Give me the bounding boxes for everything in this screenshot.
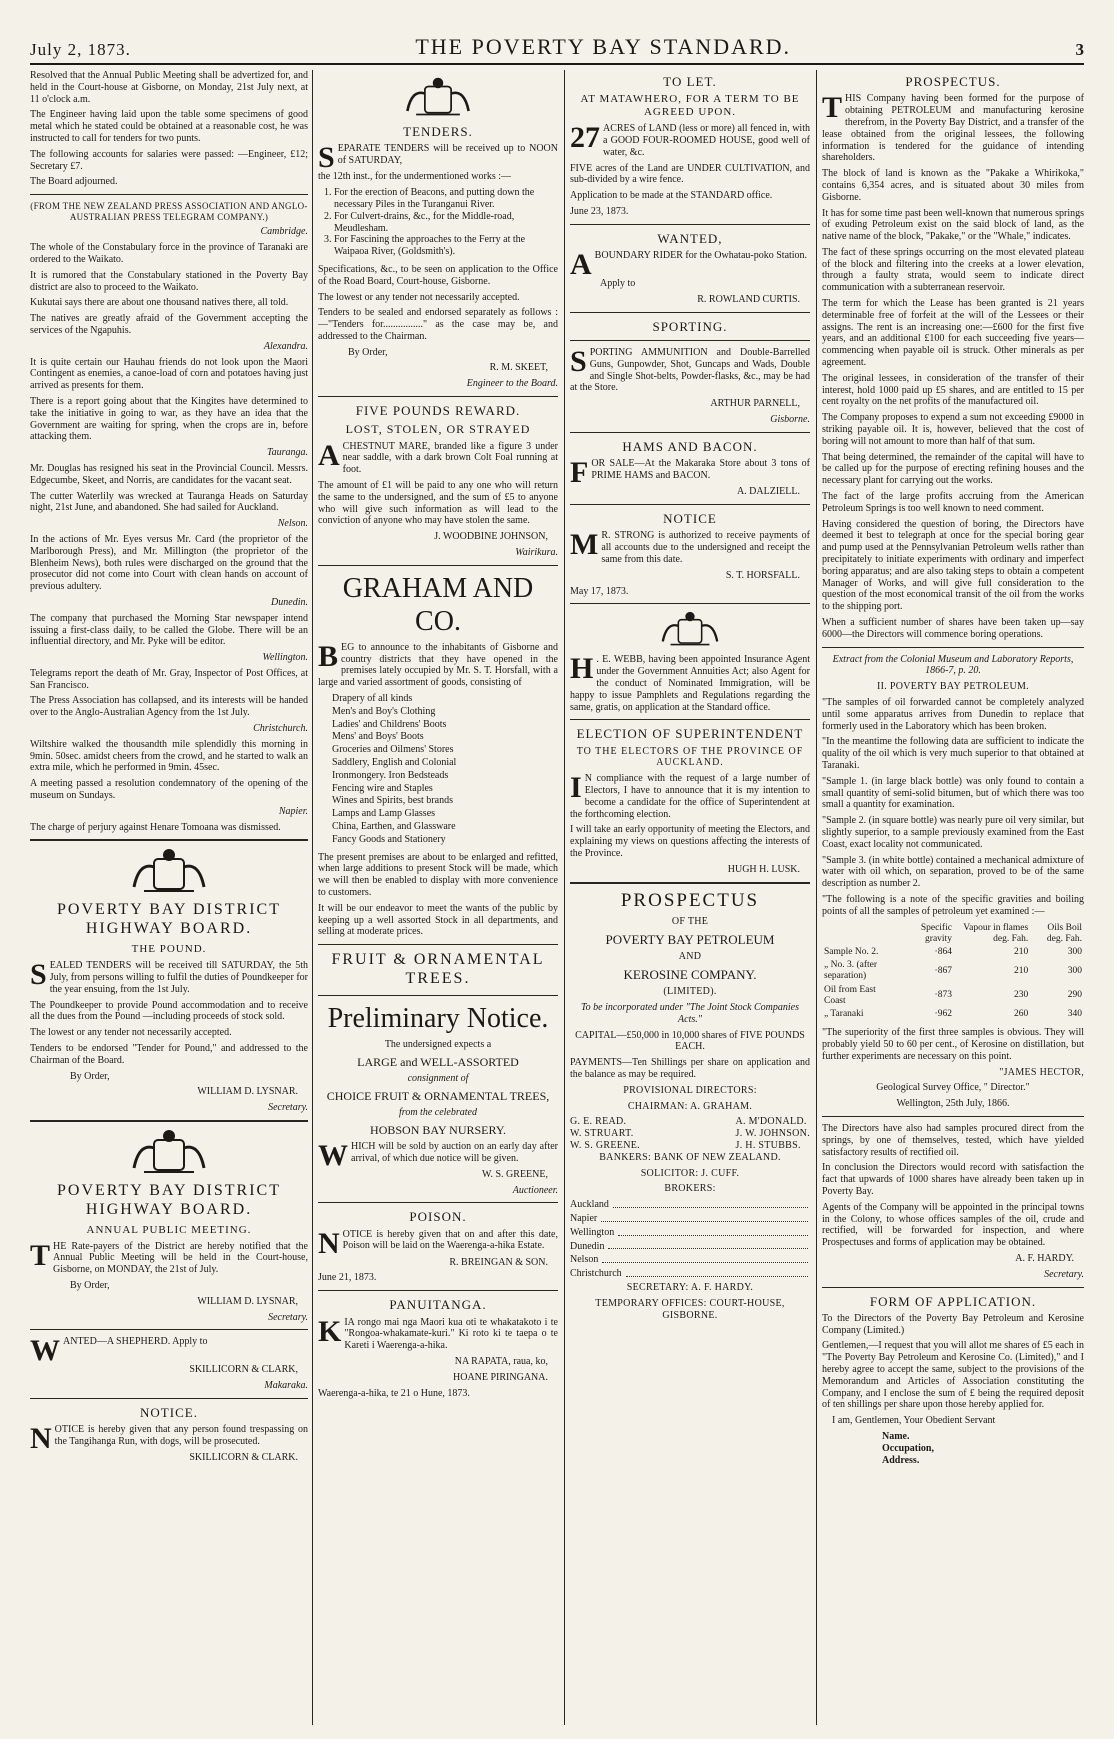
director-name: W. S. GREENE. xyxy=(570,1140,640,1152)
column-3 xyxy=(570,70,810,1725)
broker-row xyxy=(570,1227,810,1239)
drop-cap: S xyxy=(570,345,587,379)
page-number: 3 xyxy=(1075,40,1084,59)
table-header: Specific gravity xyxy=(920,922,952,944)
table-cell: „ Taranaki xyxy=(824,1008,864,1019)
pound-ad-text: Tenders to be endorsed "Tender for Pound," and addressed to the Chairman of the Board. xyxy=(30,1042,308,1066)
column-rule xyxy=(816,70,817,1725)
table-cell: 210 xyxy=(1013,965,1029,976)
prospectus-capital: CAPITAL—£50,000 in 10,000 shares of FIVE POUNDS EACH. xyxy=(575,1029,805,1053)
table-cell: ·867 xyxy=(934,965,952,976)
prospectus-line: OF THE xyxy=(671,916,709,927)
news-dateline: Dunedin. xyxy=(271,596,308,608)
signer-role: Secretary. xyxy=(268,1311,308,1323)
pound-ad-body: EALED TENDERS will be received till SATURDAY, the 5th July, from persons willing to fulfil the duties of Poundkeeper for the year ensuing, from the 1st July. xyxy=(49,960,308,995)
signer-name: W. S. GREENE, xyxy=(481,1168,548,1180)
board-adjourned: The Board adjourned. xyxy=(30,176,118,188)
signer-role: Secretary. xyxy=(1044,1268,1084,1280)
news-paragraph: The company that purchased the Morning Star newspaper intend issuing a first-class daily, to be called the Globe. There will be an influential directory, and Mr. Pyke will be editor. xyxy=(30,612,308,648)
broker-city: Nelson xyxy=(570,1254,599,1266)
election-text: I will take an early opportunity of meeting the Electors, and explaining my views on questions affecting the interests of the Province. xyxy=(570,824,810,859)
prospectus-paragraph: The fact of the large profits accruing from the American Petroleum Springs is too well known to need comment. xyxy=(822,491,1084,514)
extract-paragraphs xyxy=(822,697,1084,918)
tolet-body: ACRES of LAND (less or more) all fenced in, with a GOOD FOUR-ROOMED HOUSE, good well of water, &c. xyxy=(603,123,810,158)
election-body: N compliance with the request of a large number of Electors, I have to announce that it is my intention to become a candidate for the office of Superintendent at the forthcoming election. xyxy=(570,773,810,820)
news-dateline: Napier. xyxy=(278,805,308,817)
fruit-line: CHOICE FRUIT & ORNAMENTAL TREES, xyxy=(326,1088,550,1103)
news-paragraph: Kukutai says there are about one thousand natives there, all told. xyxy=(30,297,289,309)
news-paragraph: The cutter Waterlily was wrecked at Tauranga Heads on Saturday night, 21st June, and abandoned. She had sailed for Auckland. xyxy=(30,490,308,514)
divider xyxy=(570,432,810,433)
graham-body: EG to announce to the inhabitants of Gisborne and country districts that they have opened in the premises lately occupied by Mr. S. T. Horsfall, with a large and varied assortment of goods, consisting of xyxy=(318,641,558,689)
divider xyxy=(318,565,558,566)
telegram-news xyxy=(30,226,308,833)
fruit-line: from the celebrated xyxy=(399,1106,477,1118)
news-paragraph: The whole of the Constabulary force in the province of Taranaki are ordered to the Waikato. xyxy=(30,242,308,265)
tenders-date-line: the 12th inst., for the undermentioned works :— xyxy=(318,171,512,183)
divider xyxy=(30,1120,308,1122)
dotted-leader xyxy=(608,1248,808,1249)
prospectus-paragraph: It has for some time past been well-known that numerous springs of exuding Petroleum exist on the said block of land, as the native name of the block, "Pakake," or the "Whale," indicates. xyxy=(822,207,1084,243)
tolet-subheading: AT MATAWHERO, FOR A TERM TO BE AGREED UPON. xyxy=(580,93,800,119)
signer-name: WILLIAM D. LYSNAR, xyxy=(197,1295,298,1307)
masthead xyxy=(30,32,1084,65)
news-paragraph: The natives are greatly afraid of the Government accepting the services of the Ngapuhis. xyxy=(30,313,308,336)
brokers-list xyxy=(570,1199,810,1280)
company-name: KEROSINE COMPANY. xyxy=(623,966,757,982)
directors-heading: PROVISIONAL DIRECTORS: xyxy=(623,1084,757,1096)
tolet-text: FIVE acres of the Land are UNDER CULTIVATION, and sub-divided by a wire fence. xyxy=(570,162,810,186)
signer-role: Secretary. xyxy=(268,1102,308,1114)
goods-item: Drapery of all kinds xyxy=(332,692,413,704)
news-paragraph: It is quite certain our Hauhau friends do not look upon the Maori Contingent as enemies, a canoe-load of corn and potatoes having just arrived as presents for them. xyxy=(30,356,308,392)
extract-paragraph: "Sample 1. (in large black bottle) was only found to contain a small quantity of semi-solid bitumen, but of which there was too small a quantity for examination. xyxy=(822,775,1084,811)
prospectus-paragraph: The fact of these springs occurring on the most elevated plateau of the block and filtering into the creeks at a lower elevation, through a faulty strata, would seem to indicate direct communication with a subterranean reservoir. xyxy=(822,246,1084,294)
drop-cap: W xyxy=(30,1334,60,1368)
divider xyxy=(30,1398,308,1399)
signer-name: R. ROWLAND CURTIS. xyxy=(697,293,800,305)
table-cell: 300 xyxy=(1067,946,1082,957)
goods-item: Fencing wire and Staples xyxy=(332,782,433,794)
form-addressee: To the Directors of the Poverty Bay Petroleum and Kerosine Company (Limited.) xyxy=(822,1312,1084,1336)
fruit-line: consignment of xyxy=(407,1072,469,1084)
drop-cap: I xyxy=(570,771,582,805)
prospectus-line: To be incorporated under "The Joint Stock Companies Acts." xyxy=(581,1002,799,1025)
shepherd-ad-body: ANTED—A SHEPHERD. Apply to xyxy=(63,1336,208,1348)
superiority-text: "The superiority of the first three samples is obvious. They will probably yield 50 to 60 per cent., of Kerosine on distillation, but further experiments are necessary on this point. xyxy=(822,1027,1084,1062)
goods-item: Men's and Boy's Clothing xyxy=(332,705,436,717)
reward-body: CHESTNUT MARE, branded like a figure 3 under near saddle, with a dark brown Colt Foal running at foot. xyxy=(342,440,558,476)
sporting-body: PORTING AMMUNITION and Double-Barrelled Guns, Gunpowder, Shot, Guncaps and Wads, Double and Single Shot-belts, Powder-flasks, &c., may be had at the Store. xyxy=(570,347,810,394)
goods-item: Lamps and Lamp Glasses xyxy=(332,808,436,820)
poison-date: June 21, 1873. xyxy=(318,1272,377,1284)
news-paragraph: The charge of perjury against Henare Tomoana was dismissed. xyxy=(30,821,281,833)
meeting-ad-body: HE Rate-payers of the District are hereby notified that the Annual Public Meeting will be held in the Court-house, Gisborne, on MONDAY, the 21st of July. xyxy=(53,1240,308,1276)
extract-paragraph: "The following is a note of the specific gravities and boiling points of all the samples of petroleum yet examined :— xyxy=(822,893,1084,917)
news-paragraph: In the actions of Mr. Eyes versus Mr. Card (the proprietor of the Marlborough Press), and Mr. Millington (the proprietor of the Blenheim News), both rules were discharged on the ground that the prosecutor did not come into Court with clean hands on account of previous adultery. xyxy=(30,533,308,593)
news-paragraph: Telegrams report the death of Mr. Gray, Inspector of Post Offices, at San Francisco. xyxy=(30,667,308,691)
dotted-leader xyxy=(626,1276,808,1277)
prospectus-paragraph: The original lessees, in consideration of the transfer of their interest, hold 1000 paid up £5 shares, and are entitled to 15 per cent royalty on the net profits of the manufactured oil. xyxy=(822,372,1084,408)
dotted-leader xyxy=(602,1262,808,1263)
by-order: By Order, xyxy=(70,1280,110,1292)
board-engineer: The Engineer having laid upon the table some specimens of good metal which he stated could be obtained at a reasonable cost, he was instructed to call for tenders for two punts. xyxy=(30,109,308,144)
tolet-heading: TO LET. xyxy=(663,74,717,89)
signer-name: R. BREINGAN & SON. xyxy=(449,1256,548,1268)
table-row xyxy=(822,1008,1084,1021)
signer-name: WILLIAM D. LYSNAR. xyxy=(197,1086,298,1098)
director-name: W. STRUART. xyxy=(570,1128,634,1140)
column-1 xyxy=(30,70,308,1725)
election-subheading: TO THE ELECTORS OF THE PROVINCE OF AUCKLAND. xyxy=(576,745,804,769)
royal-crest-icon xyxy=(124,1128,214,1176)
closing-paragraph: In conclusion the Directors would record with satisfaction the fact that upwards of 1000 shares have already been taken up in Poverty Bay. xyxy=(822,1162,1084,1197)
news-dateline: Alexandra. xyxy=(263,340,308,352)
broker-row xyxy=(570,1199,810,1211)
table-cell: 230 xyxy=(1013,990,1029,1001)
table-cell: „ No. 3. (after separation) xyxy=(824,960,878,982)
divider xyxy=(822,1116,1084,1117)
dotted-leader xyxy=(601,1221,808,1222)
drop-cap: A xyxy=(318,438,340,472)
pound-ad-text: The lowest or any tender not necessarily accepted. xyxy=(30,1027,232,1039)
column-rule xyxy=(312,70,313,1725)
broker-row xyxy=(570,1268,810,1280)
form-field-label: Name. xyxy=(882,1431,910,1442)
reward-heading: FIVE POUNDS REWARD. xyxy=(355,403,521,419)
table-cell: 340 xyxy=(1067,1008,1082,1019)
signer-name: SKILLICORN & CLARK. xyxy=(189,1452,298,1464)
directors-list xyxy=(570,1116,810,1151)
pound-ad-heading: POVERTY BAY DISTRICT HIGHWAY BOARD. xyxy=(57,901,281,938)
newspaper-title: THE POVERTY BAY STANDARD. xyxy=(415,34,792,59)
board-salaries: The following accounts for salaries were passed: —Engineer, £12; Secretary £7. xyxy=(30,148,308,172)
divider xyxy=(570,882,810,884)
table-row xyxy=(822,946,1084,959)
bankers: BANKERS: BANK OF NEW ZEALAND. xyxy=(599,1151,781,1163)
drop-cap: T xyxy=(30,1238,51,1272)
divider xyxy=(30,839,308,841)
divider xyxy=(570,224,810,225)
goods-item: Wines and Spirits, best brands xyxy=(332,795,453,807)
tender-items xyxy=(318,187,558,258)
prospectus-heading: PROSPECTUS xyxy=(620,889,760,911)
news-paragraph: A meeting passed a resolution condemnatory of the opening of the museum on Sundays. xyxy=(30,778,308,802)
table-cell: Sample No. 2. xyxy=(824,946,879,957)
broker-city: Dunedin xyxy=(570,1240,605,1252)
tolet-text: Application to be made at the STANDARD office. xyxy=(570,190,773,202)
table-row xyxy=(822,959,1084,983)
news-paragraph: It is rumored that the Constabulary stationed in the Poverty Bay district are also to proceed to the Waikato. xyxy=(30,269,308,293)
royal-crest-icon xyxy=(398,76,478,118)
graham-text: It will be our endeavor to meet the wants of the public by keeping up a well assorted Stock in all departments, and selling at moderate prices. xyxy=(318,902,558,938)
director-name: G. E. READ. xyxy=(570,1116,627,1128)
form-body: Gentlemen,—I request that you will allot me shares of £5 each in "The Poverty Bay Petroleum and Kerosine Co. (Limited)," and I hereby agree to accept the same, subject to the provisions of the Memorandum and Articles of Association constituting the Company, and I enclose the sum of £ being the required deposit of ten shillings per share upon those hereby applied for. xyxy=(822,1340,1084,1411)
chairman: CHAIRMAN: A. GRAHAM. xyxy=(627,1100,753,1112)
panuitanga-date: Waerenga-a-hika, te 21 o Hune, 1873. xyxy=(318,1387,470,1399)
tenders-heading: TENDERS. xyxy=(403,124,473,139)
form-field-label: Occupation, xyxy=(882,1442,934,1454)
prospectus-paragraphs xyxy=(822,93,1084,640)
prospectus-paragraph: The Company proposes to expend a sum not exceeding £9000 in striking payable oil. It is, however, believed that the cost of boring will not amount to more than half of that sum. xyxy=(822,412,1084,447)
royal-crest-icon xyxy=(655,610,725,648)
tenders-intro: EPARATE TENDERS will be received up to NOON of SATURDAY, xyxy=(337,143,558,167)
prospectus-payments: PAYMENTS—Ten Shillings per share on application and the balance as may be required. xyxy=(570,1057,810,1081)
divider xyxy=(318,944,558,945)
drop-cap: A xyxy=(570,248,592,282)
broker-city: Wellington xyxy=(570,1226,615,1238)
drop-cap: K xyxy=(318,1314,342,1348)
hector-name: "JAMES HECTOR, xyxy=(999,1066,1084,1078)
temporary-offices: TEMPORARY OFFICES: COURT-HOUSE, GISBORNE. xyxy=(595,1297,785,1321)
prospectus-paragraph: That being determined, the remainder of the capital will have to be called up for the purpose of erecting refining houses and the necessary plant for carrying out the works. xyxy=(822,451,1084,487)
extract-paragraph: "The samples of oil forwarded cannot be completely analyzed until some apparatus arrives from Dunedin to replace that formerly used in the Laboratory which has been broken. xyxy=(822,696,1084,732)
divider xyxy=(822,647,1084,648)
broker-city: Napier xyxy=(570,1213,598,1224)
extract-paragraph: "Sample 2. (in square bottle) was nearly pure oil very similar, but slightly superior, to a sample previously examined from the East Coast, exact locality not communicated. xyxy=(822,815,1084,850)
meeting-ad-subheading: ANNUAL PUBLIC MEETING. xyxy=(86,1223,252,1236)
drop-cap: B xyxy=(318,639,339,673)
signer-name: A. DALZIELL. xyxy=(736,486,800,498)
table-cell: 210 xyxy=(1013,946,1029,957)
news-paragraph: The Press Association has collapsed, and its interests will be handed over to the Anglo-Australian Agency from the 1st July. xyxy=(30,695,308,719)
wanted-body: BOUNDARY RIDER for the Owhatau-poko Station. xyxy=(594,250,808,262)
wanted-apply: Apply to xyxy=(600,278,636,290)
drop-cap: N xyxy=(30,1422,52,1456)
extract-paragraph: "Sample 3. (in white bottle) contained a mechanical admixture of water with oil which, on separation, proved to be of the same description as number 2. xyxy=(822,854,1084,890)
table-cell: 290 xyxy=(1067,990,1082,1001)
hector-office: Geological Survey Office, " Director." xyxy=(876,1082,1030,1094)
drop-cap: N xyxy=(318,1226,340,1260)
table-header-row xyxy=(822,922,1084,946)
broker-city: Christchurch xyxy=(570,1268,622,1280)
fruit-line: The undersigned expects a xyxy=(384,1038,492,1050)
column-2 xyxy=(318,70,558,1725)
hams-heading: HAMS AND BACON. xyxy=(622,438,758,454)
table-header: Oils Boil deg. Fah. xyxy=(1046,922,1082,944)
table-header xyxy=(822,922,901,946)
drop-cap: F xyxy=(570,456,589,490)
tender-item: 2. For Culvert-drains, &c., for the Middle-road, Meudlesham. xyxy=(334,211,558,235)
goods-item: Ladies' and Childrens' Boots xyxy=(332,718,447,730)
goods-item: China, Earthen, and Glassware xyxy=(332,820,456,832)
divider xyxy=(570,312,810,313)
secretary: SECRETARY: A. F. HARDY. xyxy=(626,1281,754,1293)
signer-role: Auctioneer. xyxy=(512,1184,558,1196)
goods-item: Fancy Goods and Stationery xyxy=(332,833,446,845)
tolet-date: June 23, 1873. xyxy=(570,206,629,218)
press-association-heading: (FROM THE NEW ZEALAND PRESS ASSOCIATION AND ANGLO-AUSTRALIAN PRESS TELEGRAM COMPANY.) xyxy=(30,201,308,222)
extract-heading: Extract from the Colonial Museum and Laboratory Reports, 1866-7, p. 20. xyxy=(832,653,1074,677)
director-name: A. M'DONALD. xyxy=(735,1116,807,1128)
tenders-spec: Specifications, &c., to be seen on application to the Office of the Road Board, Court-house, Gisborne. xyxy=(318,263,558,287)
prospectus-paragraph: The block of land is known as the "Pakake a Whirikoka," contains 6,354 acres, and is situated about 30 miles from Gisborne. xyxy=(822,168,1084,203)
panuitanga-body: IA rongo mai nga Maori kua oti te whakatakoto i te "Rongoa-whakamate-kuri." Ki roto ki te taepa o te Kareti i Waerenga-a-hika. xyxy=(344,1316,558,1352)
divider xyxy=(570,719,810,720)
broker-row xyxy=(570,1241,810,1253)
fruit-line: LARGE and WELL-ASSORTED xyxy=(357,1054,519,1069)
webb-body: . E. WEBB, having been appointed Insurance Agent under the Government Annuities Act; also Agent for the conduct of Nominated Immigration, will be happy to issue Pamphlets and Regulations regarding the same, gratis, on application at the Standard office. xyxy=(570,654,810,713)
brokers-heading: BROKERS: xyxy=(664,1183,716,1195)
by-order: By Order, xyxy=(70,1070,110,1082)
column-rule xyxy=(564,70,565,1725)
news-dateline: Tauranga. xyxy=(266,447,308,459)
divider xyxy=(30,1329,308,1330)
divider xyxy=(318,995,558,996)
goods-list xyxy=(318,693,558,846)
notice-body: OTICE is hereby given that any person found trespassing on the Tangihanga Run, with dogs, will be prosecuted. xyxy=(54,1424,308,1448)
signer-place: Wairikura. xyxy=(515,546,558,558)
election-heading: ELECTION OF SUPERINTENDENT xyxy=(576,726,804,742)
signer-place: Gisborne. xyxy=(770,414,810,426)
closing-paragraph: Agents of the Company will be appointed in the principal towns in the Colony, to whose offices samples of the oil, crude and rectified, will be forwarded for inspection, and where Prospectuses and forms of application may be obtained. xyxy=(822,1201,1084,1249)
signer-name: SKILLICORN & CLARK, xyxy=(189,1364,298,1376)
notice-heading: NOTICE xyxy=(663,511,717,526)
drop-cap: H xyxy=(570,652,594,686)
drop-cap: W xyxy=(318,1138,348,1172)
notice-heading: NOTICE. xyxy=(140,1405,198,1421)
royal-crest-icon xyxy=(124,847,214,895)
drop-cap: S xyxy=(30,958,47,992)
news-dateline: Cambridge. xyxy=(260,226,308,238)
extract-subheading: II. POVERTY BAY PETROLEUM. xyxy=(877,681,1029,693)
news-paragraph: There is a report going about that the Kingites have determined to take the initiative in going to war, as they have an idea that the Government are waiting for spring, when the crops are in, before attacking them. xyxy=(30,395,308,443)
table-cell: ·962 xyxy=(934,1008,952,1019)
tenders-lowest: The lowest or any tender not necessarily accepted. xyxy=(318,291,520,303)
directors-left xyxy=(570,1116,640,1151)
column-4 xyxy=(822,70,1084,1725)
signer-name: HUGH H. LUSK. xyxy=(727,863,800,875)
news-dateline: Wellington. xyxy=(262,652,308,664)
poison-heading: POISON. xyxy=(409,1209,467,1225)
dotted-leader xyxy=(618,1235,808,1236)
meeting-ad-heading: POVERTY BAY DISTRICT HIGHWAY BOARD. xyxy=(57,1181,281,1218)
dotted-leader xyxy=(613,1207,808,1208)
broker-city: Auckland xyxy=(570,1199,609,1211)
prospectus-line: AND xyxy=(678,951,702,963)
fruit-heading: FRUIT & ORNAMENTAL TREES. xyxy=(331,951,545,987)
prospectus-paragraph xyxy=(822,93,1084,164)
pound-ad-text: The Poundkeeper to provide Pound accommodation and to receive all the dues from the Pound —including proceeds of stock sold. xyxy=(30,999,308,1023)
table-cell: ·873 xyxy=(934,990,952,1001)
form-fields xyxy=(822,1431,1084,1466)
divider xyxy=(30,194,308,195)
preliminary-notice: Preliminary Notice. xyxy=(327,1002,549,1034)
goods-item: Groceries and Oilmens' Stores xyxy=(332,744,454,756)
broker-row xyxy=(570,1254,810,1266)
drop-cap: 27 xyxy=(570,121,600,155)
divider xyxy=(570,504,810,505)
issue-date: July 2, 1873. xyxy=(30,40,131,59)
drop-cap: T xyxy=(822,91,843,125)
form-heading: FORM OF APPLICATION. xyxy=(869,1293,1037,1309)
news-paragraph: Wiltshire walked the thousandth mile splendidly this morning in 9min. 50sec. amidst cheers from the crowd, and he started to walk an extra mile, which he performed in 9min. 45sec. xyxy=(30,738,308,774)
prospectus-detail-heading: PROSPECTUS. xyxy=(905,74,1001,89)
signer-name: ARTHUR PARNELL, xyxy=(710,398,800,410)
fruit-body: HICH will be sold by auction on an early day after arrival, of which due notice will be given. xyxy=(351,1140,558,1164)
goods-item: Ironmongery. Iron Bedsteads xyxy=(332,769,449,781)
company-name: POVERTY BAY PETROLEUM xyxy=(605,931,775,947)
fruit-line: HOBSON BAY NURSERY. xyxy=(370,1122,506,1137)
prospectus-paragraph: The term for which the Lease has been granted is 21 years determinable free of forfeit at the will of the Lessees or their assigns. The rent is an increasing one:—£600 for the first five years, and an additional £100 for each succeeding five years—commencing when payable oil is struck. Other minerals as per agreement. xyxy=(822,298,1084,369)
reward-subheading: LOST, STOLEN, OR STRAYED xyxy=(345,422,531,437)
goods-item: Saddlery, English and Colonial xyxy=(332,756,457,768)
news-dateline: Nelson. xyxy=(277,518,308,530)
graham-text: The present premises are about to be enlarged and refitted, when large additions to present Stock will be made, which we will then be enabled to display with more convenience to customers. xyxy=(318,851,558,898)
hams-body: OR SALE—At the Makaraka Store about 3 tons of PRIME HAMS and BACON. xyxy=(591,458,810,481)
table-cell: ·864 xyxy=(934,946,952,957)
drop-cap: M xyxy=(570,528,599,562)
signer-name: HOANE PIRINGANA. xyxy=(453,1371,548,1383)
signer-name: NA RAPATA, raua, ko, xyxy=(454,1356,548,1367)
table-cell: 260 xyxy=(1013,1008,1029,1019)
by-order: By Order, xyxy=(348,346,388,358)
signer-role: Engineer to the Board. xyxy=(466,378,558,390)
closing-paragraphs xyxy=(822,1123,1084,1249)
extract-paragraph: "In the meantime the following data are sufficient to indicate the quality of the oil which is very much superior to that obtained at Taranaki. xyxy=(822,736,1084,771)
sporting-heading: SPORTING. xyxy=(652,318,728,334)
pound-ad-subheading: THE POUND. xyxy=(131,943,207,956)
director-name: J. W. JOHNSON. xyxy=(735,1128,810,1140)
signer-name: A. F. HARDY. xyxy=(1015,1252,1074,1264)
news-dateline: Christchurch. xyxy=(253,723,308,735)
reward-text: The amount of £1 will be paid to any one who will return the same to the undersigned, and the sum of £5 to anyone who will give such information as will lead to the conviction of anyone who may have stolen the same. xyxy=(318,479,558,527)
panuitanga-heading: PANUITANGA. xyxy=(389,1297,487,1313)
signer-name: J. WOODBINE JOHNSON, xyxy=(434,531,548,543)
signer-name: S. T. HORSFALL. xyxy=(725,569,800,581)
form-field-label: Address. xyxy=(882,1454,920,1466)
table-row xyxy=(822,984,1084,1008)
directors-right xyxy=(736,1116,811,1151)
table-cell: 300 xyxy=(1067,965,1082,976)
table-header: Vapour in flames deg. Fah. xyxy=(963,922,1029,944)
divider xyxy=(318,1290,558,1291)
hector-date: Wellington, 25th July, 1866. xyxy=(896,1098,1010,1110)
divider xyxy=(822,1287,1084,1288)
prospectus-line: (LIMITED). xyxy=(663,986,717,998)
board-resolution: Resolved that the Annual Public Meeting shall be advertized for, and held in the Court-house at Gisborne, on Monday, 21st July next, at 11 o'clock a.m. xyxy=(30,70,308,105)
paragraph-text: HIS Company having been formed for the purpose of obtaining PETROLEUM and manufacturing kerosine therefrom, in the Poverty Bay District, and a transfer of the lease obtained from the original lessees, the following information is tendered for the guidance of intending shareholders. xyxy=(822,93,1084,164)
notice-body: R. STRONG is authorized to receive payments of all accounts due to the undersigned and receipt the same from this date. xyxy=(601,530,810,565)
divider xyxy=(570,340,810,341)
notice-date: May 17, 1873. xyxy=(570,585,629,597)
tender-item: 3. For Fascining the approaches to the Ferry at the Waipaoa River, (Goldsmith's). xyxy=(334,234,558,258)
divider xyxy=(318,1202,558,1203)
wanted-heading: WANTED, xyxy=(657,230,723,246)
tenders-sealed: Tenders to be sealed and endorsed separately as follows :—"Tenders for................" as the case may be, and addressed to the Chairman. xyxy=(318,307,558,342)
poison-body: OTICE is hereby given that on and after this date, Poison will be laid on the Waerenga-a-hika Estate. xyxy=(342,1228,558,1252)
divider xyxy=(570,603,810,604)
closing-paragraph: The Directors have also had samples procured direct from the springs, by one of themselves, tested, which have yielded satisfactory results of rectified oil. xyxy=(822,1122,1084,1158)
analysis-table xyxy=(822,922,1084,1022)
graham-heading: GRAHAM AND CO. xyxy=(342,572,534,637)
divider xyxy=(318,396,558,397)
drop-cap: S xyxy=(318,141,335,175)
prospectus-paragraph: When a sufficient number of shares have been taken up—say 6000—the Directors will commence boring operations. xyxy=(822,617,1084,640)
signer-name: R. M. SKEET, xyxy=(489,362,548,374)
signer-place: Makaraka. xyxy=(264,1380,308,1392)
solicitor: SOLICITOR: J. CUFF. xyxy=(640,1167,740,1179)
broker-row xyxy=(570,1213,810,1225)
director-name: J. H. STUBBS. xyxy=(735,1140,801,1152)
table-cell: Oil from East Coast xyxy=(824,984,876,1006)
goods-item: Mens' and Boys' Boots xyxy=(332,731,424,743)
tender-item: 1. For the erection of Beacons, and putting down the necessary Piles in the Turanganui River. xyxy=(334,187,558,211)
news-paragraph: Mr. Douglas has resigned his seat in the Provincial Council. Messrs. Edgecumbe, Skeet, and Norris, are candidates for the vacant seat. xyxy=(30,462,308,486)
prospectus-paragraph: Having considered the question of boring, the Directors have deemed it best to telegraph at once for the special boring gear and pump used at the Pennsylvanian Petroleum wells rather than precipitately to initiate experiments with ordinary and imperfect boring apparatus; and are also taking steps to obtain a competent Manager of Works, and will give full consideration to the question of the most economical transit of the oil from the works to the shipping port. xyxy=(822,518,1084,613)
form-close: I am, Gentlemen, Your Obedient Servant xyxy=(832,1415,996,1427)
